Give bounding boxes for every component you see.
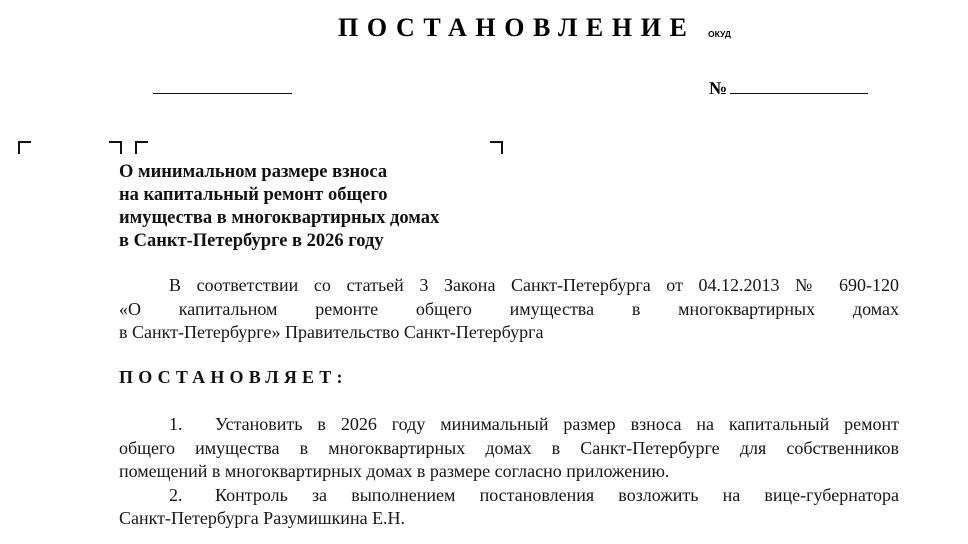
subject-line: имущества в многоквартирных домах — [119, 208, 440, 228]
preamble-line: в Санкт-Петербурге» Правительство Санкт-Петербурга — [119, 322, 544, 342]
item-first-line: Установить в 2026 году минимальный размер взноса на капитальный ремонт — [215, 414, 899, 434]
okud-label: ОКУД — [708, 29, 731, 39]
resolution-item-2 — [119, 484, 899, 531]
subject-line: в Санкт-Петербурге в 2026 году — [119, 231, 384, 251]
corner-mark-top-left-2 — [135, 141, 148, 154]
resolves-heading: ПОСТАНОВЛЯЕТ: — [119, 367, 348, 387]
preamble-line: «О капитальном ремонте общего имущества в многоквартирных домах — [119, 298, 899, 319]
item-number: 1. — [169, 414, 183, 434]
subject-line: на капитальный ремонт общего — [119, 185, 388, 205]
number-blank-line — [730, 93, 868, 94]
item-line: Санкт-Петербурга Разумишкина Е.Н. — [119, 508, 406, 528]
subject-line: О минимальном размере взноса — [119, 162, 388, 182]
resolution-item-1 — [119, 413, 899, 484]
item-line: общего имущества в многоквартирных домах в Санкт-Петербурге для собственников — [119, 437, 899, 458]
corner-mark-top-right-2 — [490, 141, 503, 154]
number-sign: № — [709, 78, 728, 98]
date-blank-line — [153, 93, 292, 94]
preamble-paragraph — [119, 274, 899, 345]
corner-mark-top-left — [18, 141, 31, 154]
item-number: 2. — [169, 484, 183, 505]
item-first-line: Контроль за выполнением постановления возложить на вице-губернатора — [215, 484, 899, 505]
document-title: ПОСТАНОВЛЕНИЕ — [338, 13, 696, 42]
item-line: помещений в многоквартирных домах в размере согласно приложению. — [119, 461, 670, 481]
resolution-items — [119, 413, 899, 531]
corner-mark-top-right-1 — [109, 141, 122, 154]
preamble-line: В соответствии со статьей 3 Закона Санкт-Петербурга от 04.12.2013 № 690-120 — [169, 275, 899, 295]
document-subject — [119, 161, 439, 253]
